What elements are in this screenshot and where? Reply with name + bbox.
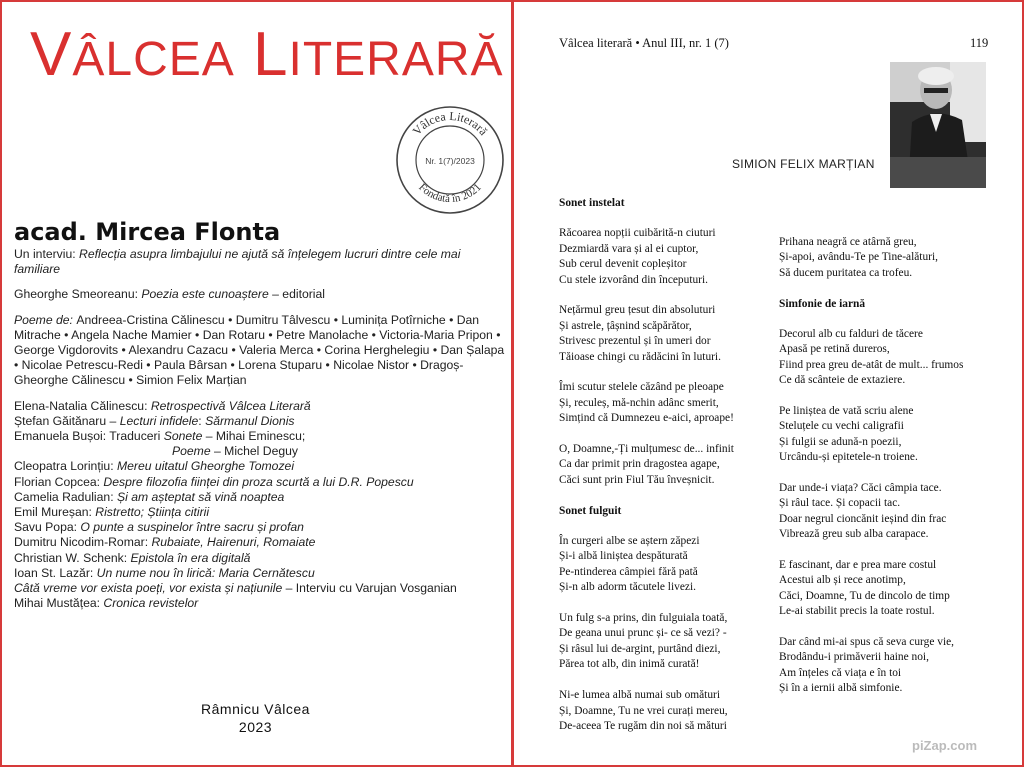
poem-line: Îmi scutur stelele căzând pe pleoape bbox=[559, 381, 724, 394]
toc-entry-text: Mihai Mustățea: bbox=[14, 596, 104, 611]
poem-line: Și râul tace. Și copacii tac. bbox=[779, 497, 901, 510]
poem-stanza bbox=[779, 481, 994, 543]
poem-stanza bbox=[559, 226, 774, 288]
toc-entry-text: : bbox=[198, 413, 206, 428]
poem-title: Simfonie de iarnă bbox=[779, 297, 866, 310]
toc-entry-text: Mereu uitatul Gheorghe Tomozei bbox=[116, 459, 295, 474]
poem-column-left bbox=[559, 196, 774, 750]
toc-spacer bbox=[14, 277, 506, 287]
poem-stanza bbox=[559, 534, 774, 596]
poem-line: Dar când mi-ai spus că seva curge vie, bbox=[779, 636, 955, 649]
right-page bbox=[514, 0, 1024, 767]
poem-line: În curgeri albe se aștern zăpezi bbox=[559, 535, 700, 548]
page-number: 119 bbox=[970, 36, 989, 50]
poem-line: Ce dă scânteie de extaziere. bbox=[779, 374, 906, 387]
toc-entry-text: Dumitru Nicodim-Romar: bbox=[14, 535, 152, 550]
poem-line: O, Doamne,-Ți mulțumesc de... infinit bbox=[559, 443, 734, 456]
toc-entry-text: Poezia este cunoaștere bbox=[141, 287, 269, 302]
poem-line: Apasă pe retină dureros, bbox=[779, 343, 890, 356]
toc-entry-text: Christian W. Schenk: bbox=[14, 550, 131, 565]
toc-entry bbox=[14, 313, 506, 389]
toc-entry bbox=[14, 459, 506, 474]
poem-line: Căci, Doamne, Tu de dincolo de timp bbox=[779, 589, 950, 602]
poem-line: Dezmiardă vara și al ei cuptor, bbox=[559, 242, 699, 255]
toc-entry-text: Elena-Natalia Călinescu: bbox=[14, 398, 151, 413]
poem-line: Pe liniștea de vată scriu alene bbox=[779, 405, 914, 418]
toc-entry-text: Camelia Radulian: bbox=[14, 489, 117, 504]
toc-entry bbox=[14, 596, 506, 611]
toc-entry bbox=[14, 399, 506, 414]
toc-entry-text: Poeme bbox=[172, 444, 211, 459]
poem-line: Strivesc prezentul și în umeri dor bbox=[559, 335, 711, 348]
magazine-title: VÂLCEA LITERARĂ bbox=[30, 20, 504, 89]
toc-entry-text: Sărmanul Dionis bbox=[205, 413, 295, 428]
toc-entry-text: Emil Mureșan: bbox=[14, 505, 96, 520]
toc-entry-text: Gheorghe Smeoreanu: bbox=[14, 287, 142, 302]
toc-entry-text: Ioan St. Lazăr: bbox=[14, 565, 97, 580]
poem-stanza bbox=[559, 611, 774, 673]
poem-line: De-aceea Te rugăm din noi să mături bbox=[559, 719, 727, 732]
poem-line: Nețărmul greu țesut din absoluturi bbox=[559, 304, 716, 317]
poem-line: Și-apoi, avându-Te pe Tine-alături, bbox=[779, 251, 938, 264]
toc-entry bbox=[14, 287, 506, 302]
poem-line: Urcându-și epitetele-n troiene. bbox=[779, 451, 918, 464]
poem-line: Părea tot alb, din inimă curată! bbox=[559, 658, 700, 671]
poem-line: Doar negrul cioncănit ieșind din frac bbox=[779, 512, 947, 525]
toc-entry bbox=[14, 475, 506, 490]
poem-line: Prihana neagră ce atârnă greu, bbox=[779, 236, 917, 248]
toc-entry-text: Poeme de: bbox=[14, 312, 77, 327]
poem-stanza bbox=[779, 327, 994, 389]
stamp-top-text: Vâlcea Literară bbox=[409, 108, 491, 139]
poem-line: Ni-e lumea albă numai sub omături bbox=[559, 689, 721, 702]
author-name: SIMION FELIX MARȚIAN bbox=[732, 157, 875, 171]
poem-line: Ca dar primit prin dragostea agape, bbox=[559, 458, 720, 471]
poem-line: Dar unde-i viața? Căci câmpia tace. bbox=[779, 482, 942, 495]
toc-entry-text: Rubaiate, Hairenuri, Romaiate bbox=[151, 535, 316, 550]
toc-entry bbox=[14, 414, 506, 429]
poem-stanza bbox=[559, 688, 774, 734]
toc-spacer bbox=[14, 303, 506, 313]
poem-stanza bbox=[779, 404, 994, 466]
poem-line: Decorul alb cu falduri de tăcere bbox=[779, 328, 923, 341]
toc-spacer bbox=[14, 389, 506, 399]
toc-entry-text: – Michel Deguy bbox=[210, 444, 299, 459]
toc-entry bbox=[14, 444, 506, 459]
poem-line: Răcoarea nopții cuibărită-n ciuturi bbox=[559, 227, 716, 240]
poem-stanza bbox=[779, 235, 994, 281]
poem-stanza bbox=[559, 303, 774, 365]
poem-line: Tăioase chingi cu rădăcini în luturi. bbox=[559, 350, 721, 363]
city: Râmnicu Vâlcea bbox=[201, 701, 310, 717]
headline: acad. Mircea Flonta bbox=[14, 218, 281, 246]
poem-stanza bbox=[779, 558, 994, 620]
poem-line: Și râsul lui de-argint, purtând diezi, bbox=[559, 642, 721, 655]
toc-entry-text: – editorial bbox=[268, 287, 325, 302]
poem-line: Fiind prea greu de-atât de mult... frumos bbox=[779, 358, 964, 371]
poem-line: Și fulgii se adună-n poezii, bbox=[779, 435, 902, 448]
toc-entry-text: Andreea-Cristina Călinescu • Dumitru Tâlvescu • Luminița Potîrniche • Dan Mitrache • Angela Nache Mamier • Dan Rotaru • Petre Manolache • Victoria-Maria Pripon • George Vigdorovits • Alexandru Cazacu • Valeria Merca • Corina Herghelegiu • Dan Șalapa • Nicolae Petrescu-Redi • Paula Bârsan • Lorena Stuparu • Nicolae Nistor • Dragoș-Gheorghe Călinescu • Simion Felix Marțian bbox=[14, 312, 505, 388]
toc-entry bbox=[14, 429, 506, 444]
toc-entry-text: Epistola în era digitală bbox=[130, 550, 251, 565]
toc-entry-text: – Interviu cu Varujan Vosganian bbox=[282, 581, 457, 596]
magazine-stamp bbox=[394, 104, 506, 216]
toc-entry-text: Savu Popa: bbox=[14, 520, 81, 535]
poem-line: Am înțeles că viața e în toi bbox=[779, 666, 902, 679]
stamp-number: Nr. 1(7)/2023 bbox=[425, 156, 475, 166]
toc-entry-text: Florian Copcea: bbox=[14, 474, 104, 489]
running-head: Vâlcea literară • Anul III, nr. 1 (7) bbox=[559, 36, 729, 50]
poem-stanza bbox=[559, 442, 774, 488]
poem-line: Și-n alb adorm tăcutele livezi. bbox=[559, 581, 696, 594]
toc-entry-text: Sonete bbox=[163, 429, 203, 444]
poem-title: Sonet fulguit bbox=[559, 504, 622, 517]
toc-entry-text: Un interviu: bbox=[14, 247, 80, 261]
poem-line: De geana unui prunc și- ce să vezi? - bbox=[559, 627, 727, 640]
poem-line: Și, Doamne, Tu ne vrei curați mereu, bbox=[559, 704, 728, 717]
poem-line: Și-i albă liniștea despăturată bbox=[559, 550, 688, 563]
poem-line: Și astrele, țâșnind scăpărător, bbox=[559, 319, 692, 332]
poem-line: Steluțele cu vechi caligrafii bbox=[779, 420, 904, 433]
toc-entry-text: Cronica revistelor bbox=[103, 596, 199, 611]
toc-entry bbox=[14, 551, 506, 566]
left-page bbox=[0, 0, 511, 767]
poem-stanza bbox=[779, 635, 994, 697]
poem-line: Și, reculeș, mă-nchin adânc smerit, bbox=[559, 396, 719, 409]
toc-entry-text: – Mihai Eminescu; bbox=[202, 429, 306, 444]
toc-entry bbox=[14, 581, 506, 596]
poem-column-right bbox=[779, 235, 994, 712]
toc-entry bbox=[14, 535, 506, 550]
toc-entry bbox=[14, 566, 506, 581]
poem-line: Cu stele izvorând din începuturi. bbox=[559, 273, 708, 286]
toc-entry-text: Ștefan Găitănaru – bbox=[14, 413, 120, 428]
toc-entry bbox=[14, 247, 506, 277]
poem-line: Acestui alb și rece anotimp, bbox=[779, 574, 906, 587]
poem-line: Pe-ntinderea câmpiei fără pată bbox=[559, 565, 698, 578]
poem-line: Vibrează greu sub alba carapace. bbox=[779, 528, 929, 541]
toc-entry-text: Reflecția asupra limbajului ne ajută să înțelegem lucruri dintre cele mai familiare bbox=[14, 247, 461, 277]
stamp-bottom-text: Fondată în 2021 bbox=[416, 181, 484, 206]
poem-line: Căci sunt prin Fiul Tău înveșnicit. bbox=[559, 473, 715, 486]
poem-line: Și în a iernii albă simfonie. bbox=[779, 682, 903, 695]
toc-entry bbox=[14, 520, 506, 535]
toc-entry-text: Despre filozofia ființei din proza scurtă a lui D.R. Popescu bbox=[103, 474, 414, 489]
table-of-contents bbox=[14, 247, 506, 611]
poem-line: Simțind că Dumnezeu e-aici, aproape! bbox=[559, 412, 734, 425]
toc-entry-text: Retrospectivă Vâlcea Literară bbox=[150, 398, 311, 413]
poem-line: Să ducem puritatea ca trofeu. bbox=[779, 266, 913, 279]
poem-title: Sonet instelat bbox=[559, 197, 625, 209]
watermark: piZap.com bbox=[912, 738, 978, 753]
toc-entry-text: Lecturi infidele bbox=[119, 413, 199, 428]
toc-entry-text: Și am așteptat să vină noaptea bbox=[116, 489, 285, 504]
toc-entry bbox=[14, 490, 506, 505]
publication-place bbox=[0, 700, 511, 736]
toc-entry bbox=[14, 505, 506, 520]
year: 2023 bbox=[238, 719, 273, 735]
poem-line: Sub cerul devenit copleșitor bbox=[559, 258, 687, 271]
poem-line: Le-ai stabilit precis la toate rostul. bbox=[779, 605, 935, 618]
toc-entry-text: Cleopatra Lorințiu: bbox=[14, 459, 117, 474]
poem-line: Brodându-i primăverii haine noi, bbox=[779, 651, 929, 664]
toc-entry-text: Un nume nou în lirică: Maria Cernătescu bbox=[96, 565, 315, 580]
poem-stanza bbox=[559, 380, 774, 426]
toc-entry-text: Emanuela Bușoi: Traduceri bbox=[14, 429, 164, 444]
toc-entry-text: Câtă vreme vor exista poeți, vor exista și națiunile bbox=[14, 581, 283, 596]
toc-entry-text: Ristretto; Știința citirii bbox=[95, 505, 210, 520]
toc-entry-text: O punte a suspinelor între sacru și profan bbox=[80, 520, 304, 535]
poem-line: Un fulg s-a prins, din fulguiala toată, bbox=[559, 612, 728, 625]
poem-line: E fascinant, dar e prea mare costul bbox=[779, 559, 937, 572]
author-photo bbox=[890, 62, 986, 188]
